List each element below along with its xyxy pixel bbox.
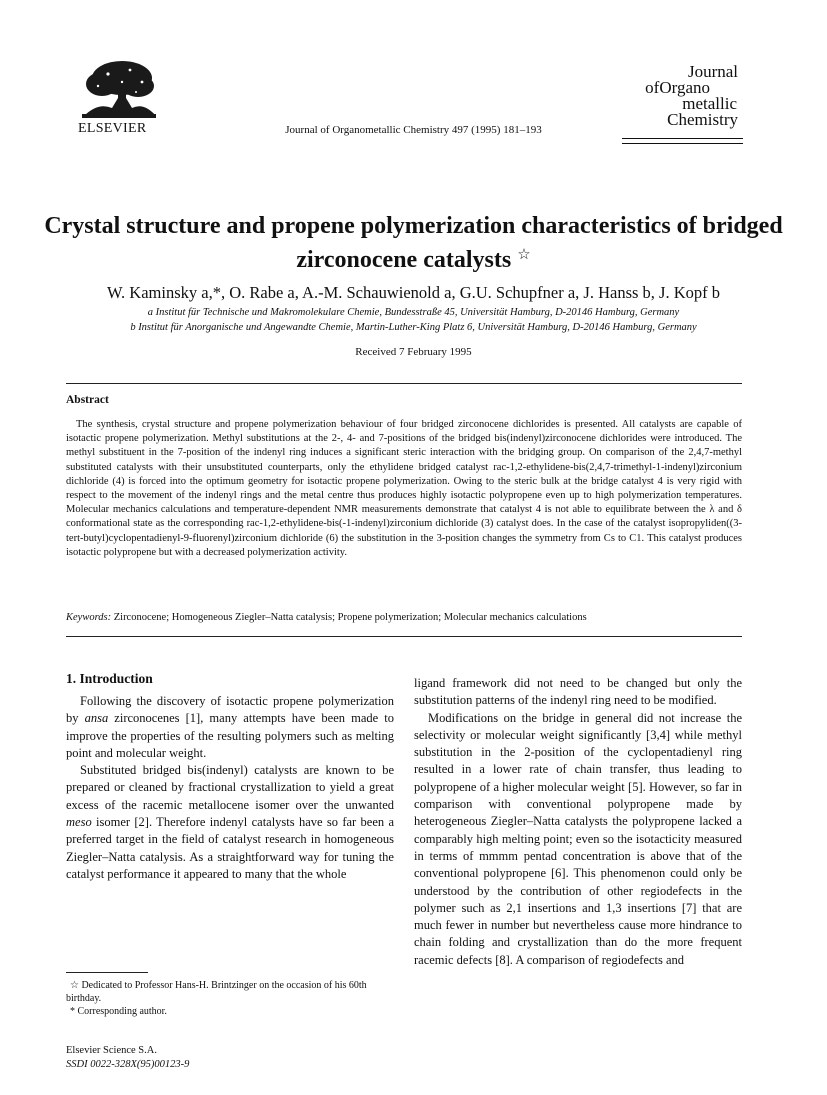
paragraph (66, 762, 394, 883)
paragraph (66, 693, 394, 762)
affiliation-a: a Institut für Technische und Makromolekulare Chemie, Bundesstraße 45, Universität Hamburg, D-20146 Hamburg, Germany (147, 307, 680, 318)
keywords (66, 612, 742, 623)
page-footer (66, 1044, 189, 1072)
journal-logo-line: ofOrgano (645, 78, 710, 97)
journal-citation: Journal of Organometallic Chemistry 497 (1995) 181–193 (285, 124, 542, 136)
title-line-2 (40, 241, 787, 275)
abstract-text: The synthesis, crystal structure and propene polymerization behaviour of four bridged zirconocene dichlorides is presented. All catalysts are capable of isotactic propene polymerization. Methyl substitutions at the 2-, 4- and 7-positions of the bridged bis(indenyl)zirconocene dichlorides were introduced. The methyl substituent in the 7-position of the indenyl ring induces a significant steric interaction with the bridging group. On comparison of the 2,4,7-methyl substituted catalysts with their unsubstituted counterparts, only the ethylidene bridged catalyst rac-1,2-ethylidene-bis(2,4,7-trimethyl-1-indenyl)zirconium dichloride (4) is forced into the optimum geometry for isotactic propene polymerization. Owing to the steric bulk at the bridge catalyst 4 is very rigid with respect to the movement of the indenyl rings and the metal centre thus produces highly isotactic polypropene even up to high polymerization temperatures. Molecular mechanics calculations and temperature-dependent NMR measurements demonstrate that catalyst 4 is not able to equilibrate between the λ and δ conformational state as the corresponding rac-1,2-ethylidene-bis(-1-indenyl)zirconium dichloride (3) catalyst does. In the case of the catalyst isopropyliden((3-tert-butyl)cyclopentadienyl-9-fluorenyl)zirconium dichloride (6) the substitution in the 3-position changes the symmetry from Cs to C1. This catalyst produces isotactic polypropene but with a decreased polymerization activity. (66, 419, 742, 558)
journal-logo-line: metallic (682, 94, 737, 113)
title-line-1: Crystal structure and propene polymerization characteristics of bridged (44, 213, 783, 239)
paper-title (40, 212, 787, 275)
divider (66, 636, 742, 637)
paragraph: Modifications on the bridge in general did not increase the selectivity or molecular weight significantly [3,4] while methyl substitution in the 2-position of the cyclopentadienyl ring resulted in a lower rate of chain transfer, thus leading to polypropene of a higher molecular weight [5]. However, so far in comparison with conventional polypropene made by heterogeneous Ziegler–Natta catalysts the polypropene lacked a comparably high melting point; even so the isotacticity measured in terms of mmmm pentad concentration is above that of the conventional polypropene [6]. This phenomenon could only be understood by the contribution of other regiodefects in the polymer such as 2,1 insertions and 1,3 insertions [7] that are much fewer in number but nevertheless cause more hindrance to chain folding and crystallization than do the more frequent racemic defects [8]. A comparison of regiodefects and (414, 710, 742, 967)
paragraph-emphasis: meso (66, 815, 92, 830)
footnote-corresponding: * Corresponding author. (70, 1006, 167, 1017)
footnote-divider (66, 972, 148, 973)
elsevier-tree-logo (78, 58, 160, 120)
left-column (66, 693, 394, 883)
keywords-list: Zirconocene; Homogeneous Ziegler–Natta catalysis; Propene polymerization; Molecular mechanics calculations (111, 612, 587, 623)
paragraph-text: isomer [2]. Therefore indenyl catalysts have so far been a preferred target in the field of catalyst research in homogeneous Ziegler–Natta catalysis. As a straightforward way for tuning the catalyst performance it appeared to many that the whole (66, 815, 394, 881)
paragraph: ligand framework did not need to be changed but only the substitution patterns of the indenyl ring need to be modified. (414, 676, 742, 708)
dedication-star-icon: ☆ (517, 247, 531, 263)
author-list: W. Kaminsky a,*, O. Rabe a, A.-M. Schauwienold a, G.U. Schupfner a, J. Hanss b, J. Kopf b (106, 283, 720, 302)
footnotes (66, 979, 394, 1018)
journal-logo-line: Chemistry (667, 110, 738, 129)
affiliation-b: b Institut für Anorganische und Angewandte Chemie, Martin-Luther-King Platz 6, Universität Hamburg, D-20146 Hamburg, Germany (130, 322, 697, 333)
received-date: Received 7 February 1995 (355, 346, 472, 358)
journal-logo-rule (622, 138, 743, 144)
publisher-name: ELSEVIER (78, 121, 147, 136)
footer-ssdi: SSDI 0022-328X(95)00123-9 (66, 1059, 190, 1070)
paragraph-text: Substituted bridged bis(indenyl) catalysts are known to be prepared or cleaned by fractional crystallization to yield a great excess of the racemic metallocene isomer over the unwanted (66, 763, 394, 812)
journal-logo-line: Journal (687, 62, 738, 81)
footer-publisher: Elsevier Science S.A. (66, 1045, 157, 1056)
abstract-heading: Abstract (66, 394, 109, 406)
journal-logo (612, 64, 744, 128)
paragraph-text: Following the discovery of isotactic propene polymerization by (66, 694, 394, 726)
keywords-label: Keywords: (66, 612, 112, 623)
section-heading: 1. Introduction (66, 671, 153, 686)
right-column (414, 675, 742, 969)
divider (66, 383, 742, 384)
paragraph-text: zirconocenes [1], many attempts have been made to improve the properties of the resulting polymers such as melting point and molecular weight. (66, 711, 394, 760)
footnote-dedication: ☆ Dedicated to Professor Hans-H. Brintzinger on the occasion of his 60th birthday. (66, 980, 367, 1004)
paragraph-emphasis: ansa (84, 711, 109, 726)
title-line-2-text: zirconocene catalysts (296, 247, 512, 273)
